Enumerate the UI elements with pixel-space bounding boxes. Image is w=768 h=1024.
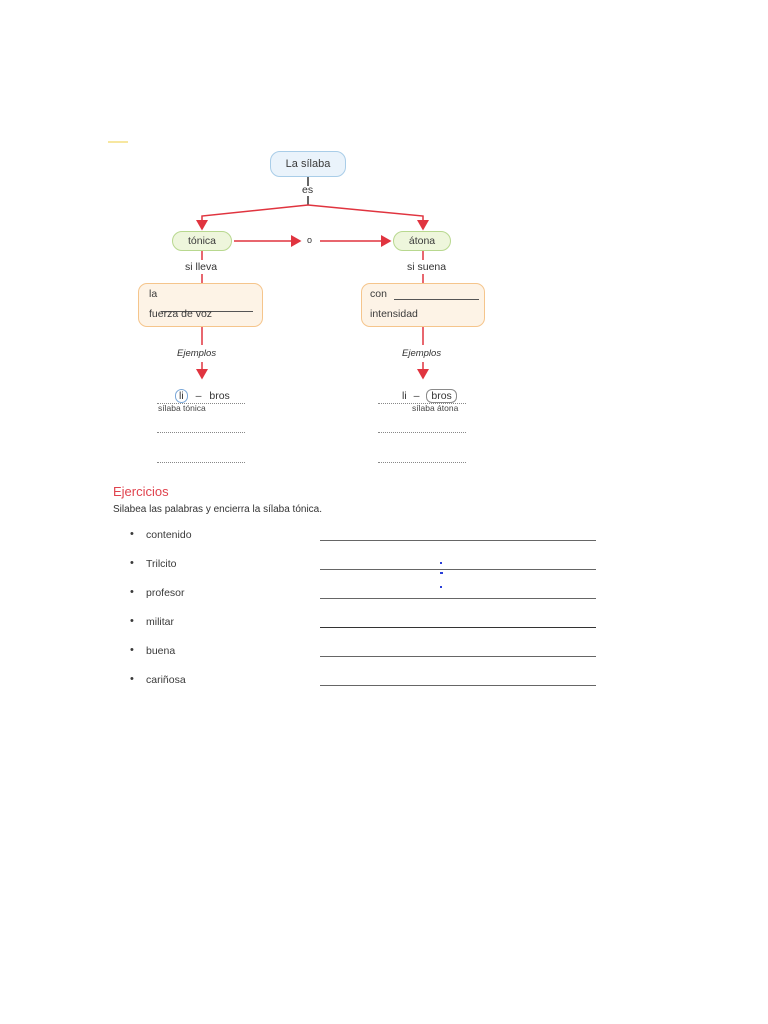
atonic-syllable-box: bros [426,389,456,403]
exercise-row [130,587,600,601]
exercise-word: buena [146,645,176,657]
connector-es: es [302,184,314,196]
example-dash: – [195,390,202,402]
exercise-word: militar [146,616,174,628]
exercise-row [130,529,600,543]
bullet: • [130,528,134,540]
answer-line [157,432,245,433]
stray-mark [440,562,442,564]
blank-line [394,298,479,300]
box-left-line2: fuerza de voz [149,308,213,320]
node-tonica: tónica [172,231,232,251]
box-right-line2: intensidad [370,308,418,320]
exercise-row [130,616,600,630]
bullet: • [130,557,134,569]
examples-label-left: Ejemplos [177,348,217,359]
answer-line[interactable] [320,627,596,628]
connector-si-lleva: si lleva [185,261,218,273]
answer-line [378,462,466,463]
exercise-row [130,645,600,659]
example-dash: – [413,390,420,402]
stray-mark [440,572,443,574]
connector-o: o [307,235,313,245]
examples-label-right: Ejemplos [402,348,442,359]
answer-line[interactable] [320,656,596,657]
example-right [402,389,457,403]
connector-si-suena: si suena [407,261,447,273]
bullet: • [130,586,134,598]
exercise-row [130,674,600,688]
answer-line[interactable] [320,540,596,541]
answer-line[interactable] [320,685,596,686]
caption-silaba-tonica: sílaba tónica [158,403,206,413]
exercise-word: profesor [146,587,185,599]
box-right-line1 [370,288,479,300]
answer-line[interactable] [320,569,596,570]
bullet: • [130,673,134,685]
box-fuerza-de-voz [138,283,263,327]
diagram-connectors [0,0,768,480]
exercise-row [130,558,600,572]
exercise-word: cariñosa [146,674,186,686]
exercise-word: Trilcito [146,558,177,570]
example-left [175,389,230,403]
box-intensidad [361,283,485,327]
answer-line [157,462,245,463]
exercises-instruction: Silabea las palabras y encierra la sílaba tónica. [113,504,323,515]
example-syllable-bros: bros [209,390,230,402]
bullet: • [130,615,134,627]
exercises-title: Ejercicios [113,484,169,499]
box-right-con: con [370,288,387,300]
bullet: • [130,644,134,656]
caption-silaba-atona: sílaba átona [412,403,459,413]
tonic-syllable-circle: li [175,389,188,403]
root-node: La sílaba [270,151,346,177]
example-syllable-li: li [402,390,407,402]
stray-mark [440,586,442,588]
answer-line [378,432,466,433]
exercise-word: contenido [146,529,192,541]
node-atona: átona [393,231,451,251]
box-left-la: la [149,288,158,300]
answer-line[interactable] [320,598,596,599]
